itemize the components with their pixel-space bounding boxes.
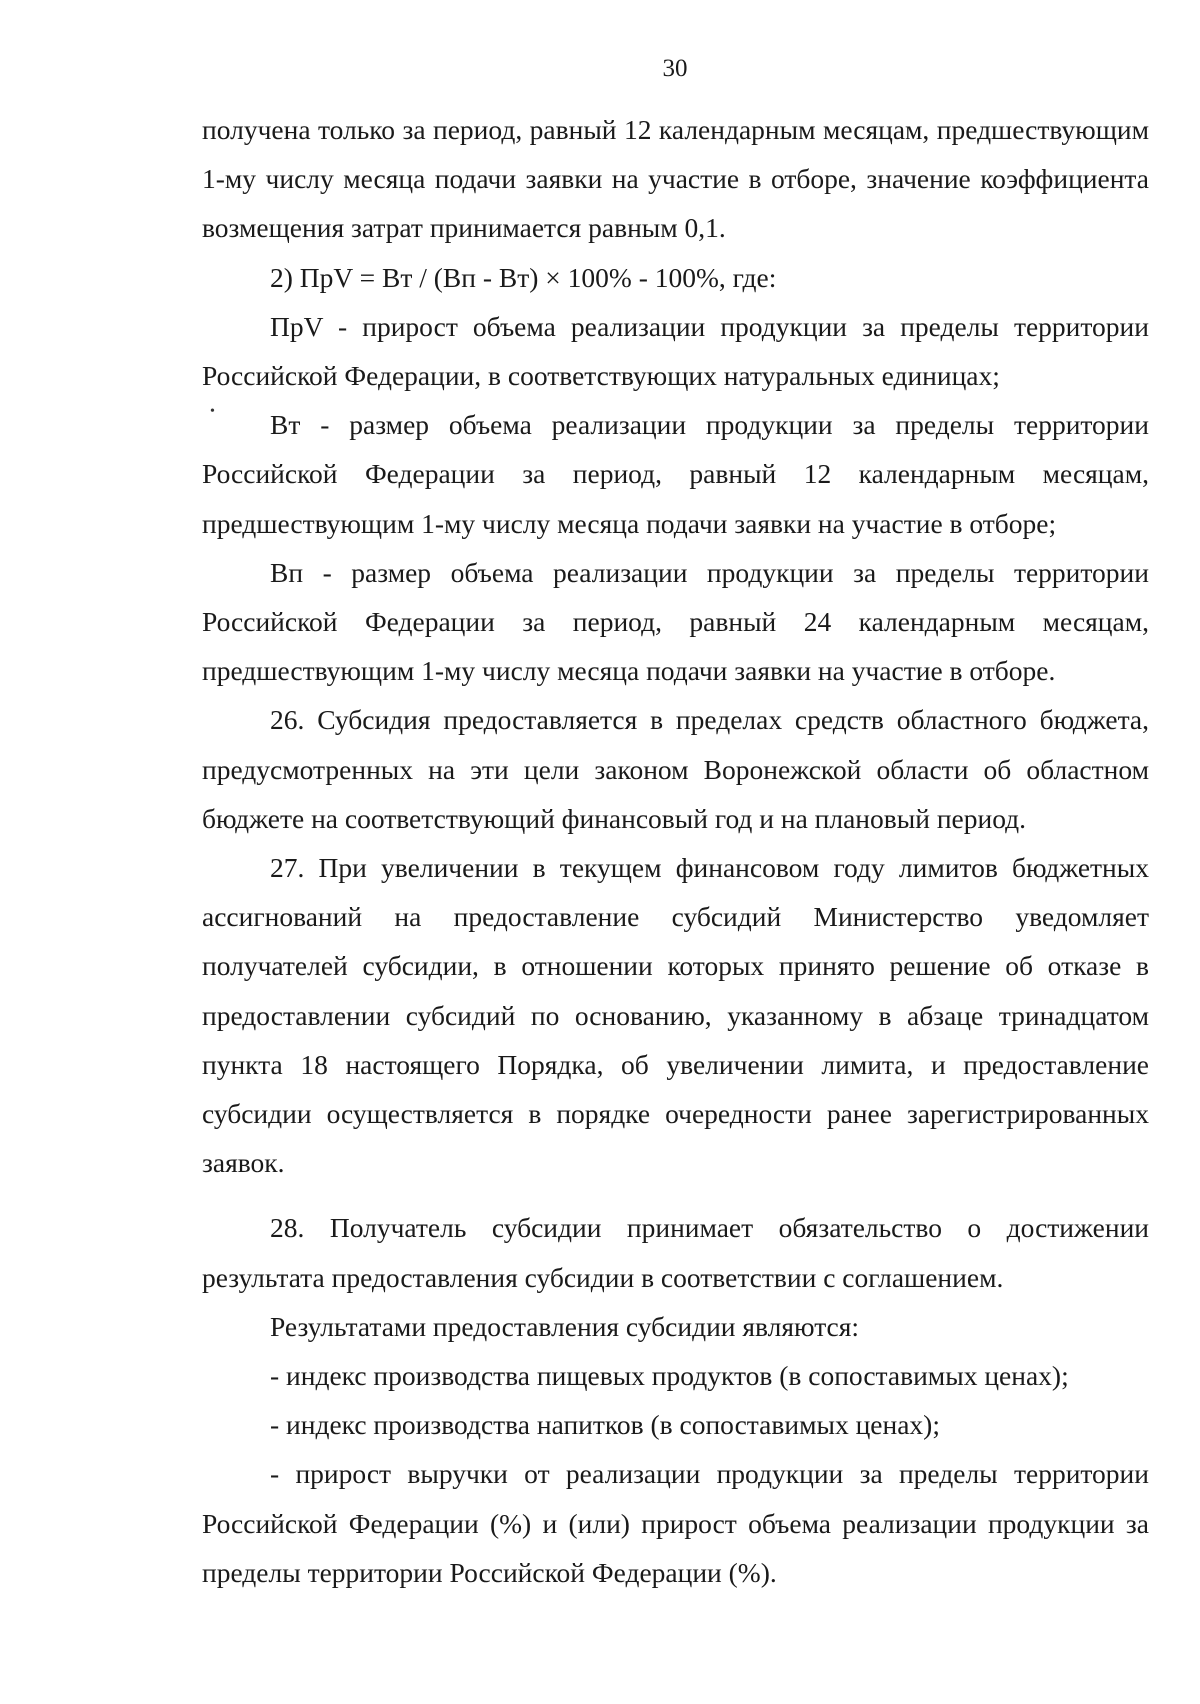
paragraph-continuation: получена только за период, равный 12 календарным месяцам, предшествующим 1-му числу месяца подачи заявки на участие в отборе, значение коэффициента возмещения затрат принимается равным 0,1. — [202, 114, 1149, 244]
paragraph-27: 27. При увеличении в текущем финансовом году лимитов бюджетных ассигнований на предоставление субсидий Министерство уведомляет получателей субсидии, в отношении которых принято решение об отказе в предоставлении субсидий по основанию, указанному в абзаце тринадцатом пункта 18 настоящего Порядка, об увеличении лимита, и предоставление субсидии осуществляется в порядке очередности ранее зарегистрированных заявок. — [202, 852, 1149, 1179]
list-item-export-growth: - прирост выручки от реализации продукции за пределы территории Российской Федерации (%) и (или) прирост объема реализации продукции за пределы территории Российской Федерации (%). — [202, 1458, 1149, 1588]
paragraph-28: 28. Получатель субсидии принимает обязательство о достижении результата предоставления субсидии в соответствии с соглашением. — [202, 1212, 1149, 1293]
paragraph-results-intro: Результатами предоставления субсидии являются: — [270, 1310, 860, 1342]
paragraph-def-prv: ПрV - прирост объема реализации продукции за пределы территории Российской Федерации, в соответствующих натуральных единицах; — [202, 310, 1149, 392]
paragraph-def-vp: Вп - размер объема реализации продукции за пределы территории Российской Федерации за период, равный 24 календарным месяцам, предшествующим 1-му числу месяца подачи заявки на участие в отборе. — [202, 556, 1149, 687]
paragraph-formula: 2) ПрV = Вт / (Вп - Вт) × 100% - 100%, где: — [270, 261, 777, 293]
scan-mark: • — [210, 404, 215, 419]
list-item-drinks-index: - индекс производства напитков (в сопоставимых ценах); — [270, 1409, 940, 1441]
document-body — [202, 105, 1149, 1597]
page-number: 30 — [662, 55, 688, 82]
list-item-food-index: - индекс производства пищевых продуктов (в сопоставимых ценах); — [270, 1360, 1069, 1392]
paragraph-26: 26. Субсидия предоставляется в пределах средств областного бюджета, предусмотренных на эти цели законом Воронежской области об областном бюджете на соответствующий финансовый год и на плановый период. — [202, 704, 1149, 834]
paragraph-def-vt: Вт - размер объема реализации продукции за пределы территории Российской Федерации за период, равный 12 календарным месяцам, предшествующим 1-му числу месяца подачи заявки на участие в отборе; — [202, 409, 1149, 539]
